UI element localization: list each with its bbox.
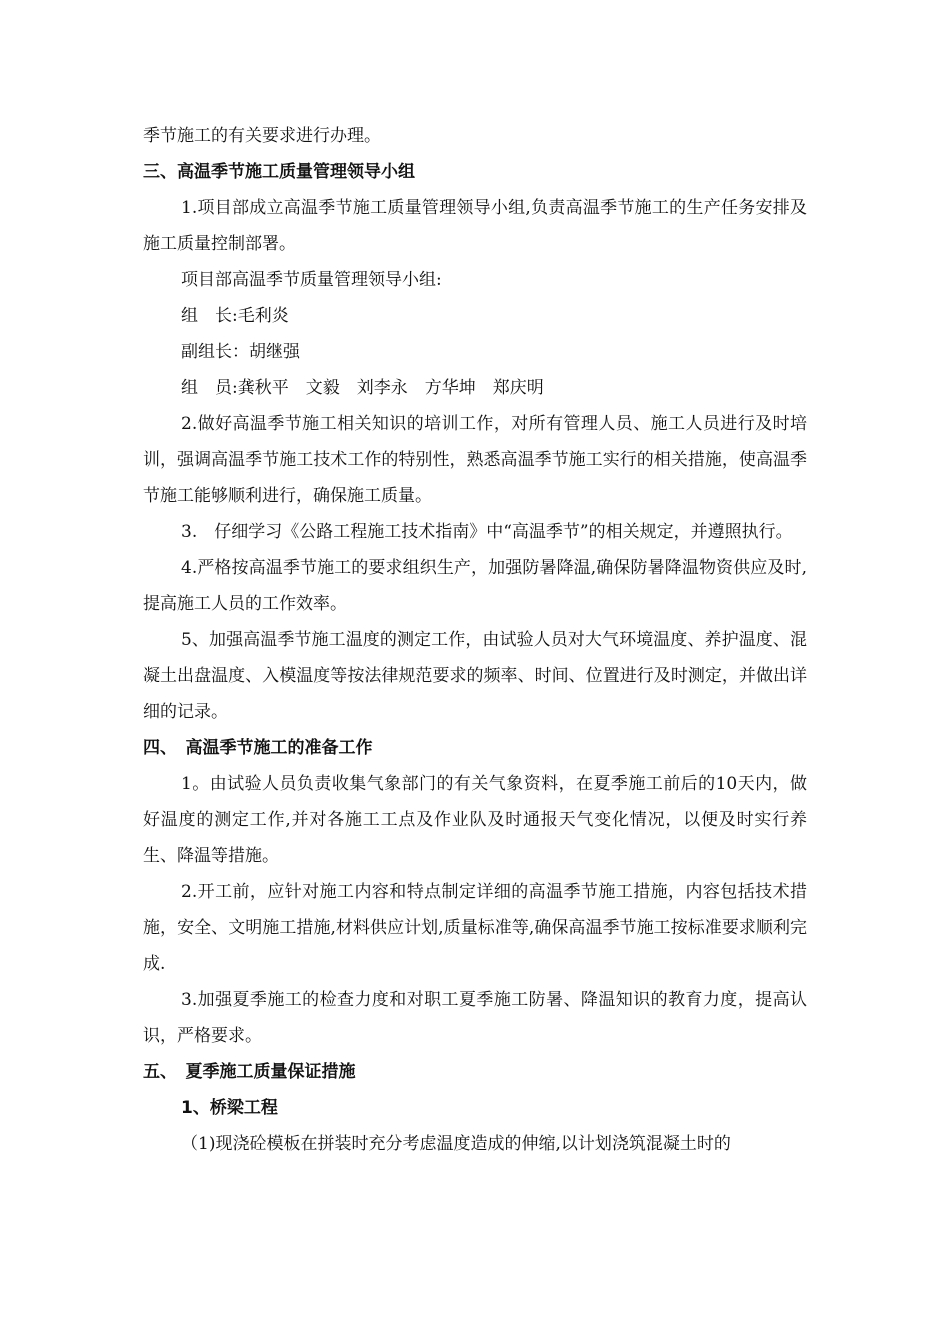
paragraph: （1)现浇砼模板在拼装时充分考虑温度造成的伸缩,以计划浇筑混凝土时的 [181, 1134, 731, 1154]
team-members: 组 员:龚秋平 文毅 刘李永 方华坤 郑庆明 [181, 378, 544, 398]
paragraph: 1.项目部成立高温季节施工质量管理领导小组,负责高温季节施工的生产任务安排及施工质量控制部署。 [143, 198, 807, 254]
paragraph: 2.做好高温季节施工相关知识的培训工作，对所有管理人员、施工人员进行及时培训，强调高温季节施工技术工作的特别性，熟悉高温季节施工实行的相关措施，使高温季节施工能够顺利进行，确保施工质量。 [143, 414, 807, 506]
paragraph: 2.开工前，应针对施工内容和特点制定详细的高温季节施工措施，内容包括技术措施，安全、文明施工措施,材料供应计划,质量标准等,确保高温季节施工按标准要求顺利完成. [143, 882, 807, 974]
paragraph: 3.加强夏季施工的检查力度和对职工夏季施工防暑、降温知识的教育力度，提高认识，严格要求。 [143, 990, 807, 1046]
paragraph: 项目部高温季节质量管理领导小组: [181, 270, 442, 290]
subsection-heading: 1、桥梁工程 [181, 1098, 278, 1118]
section-heading-5: 五、 夏季施工质量保证措施 [143, 1062, 356, 1082]
deputy-leader: 副组长：胡继强 [181, 342, 300, 362]
section-heading-4: 四、 高温季节施工的准备工作 [143, 738, 373, 758]
team-leader: 组 长:毛利炎 [181, 306, 289, 326]
document-body [143, 118, 807, 1162]
paragraph: 5、加强高温季节施工温度的测定工作，由试验人员对大气环境温度、养护温度、混凝土出盘温度、入模温度等按法律规范要求的频率、时间、位置进行及时测定，并做出详细的记录。 [143, 630, 807, 722]
paragraph: 1。由试验人员负责收集气象部门的有关气象资料，在夏季施工前后的10天内，做好温度的测定工作,并对各施工工点及作业队及时通报天气变化情况，以便及时实行养生、降温等措施。 [143, 774, 807, 866]
paragraph: 3. 仔细学习《公路工程施工技术指南》中“高温季节”的相关规定，并遵照执行。 [181, 522, 793, 542]
paragraph: 季节施工的有关要求进行办理。 [143, 126, 381, 146]
section-heading-3: 三、高温季节施工质量管理领导小组 [143, 162, 415, 182]
paragraph: 4.严格按高温季节施工的要求组织生产，加强防暑降温,确保防暑降温物资供应及时,提高施工人员的工作效率。 [143, 558, 807, 614]
